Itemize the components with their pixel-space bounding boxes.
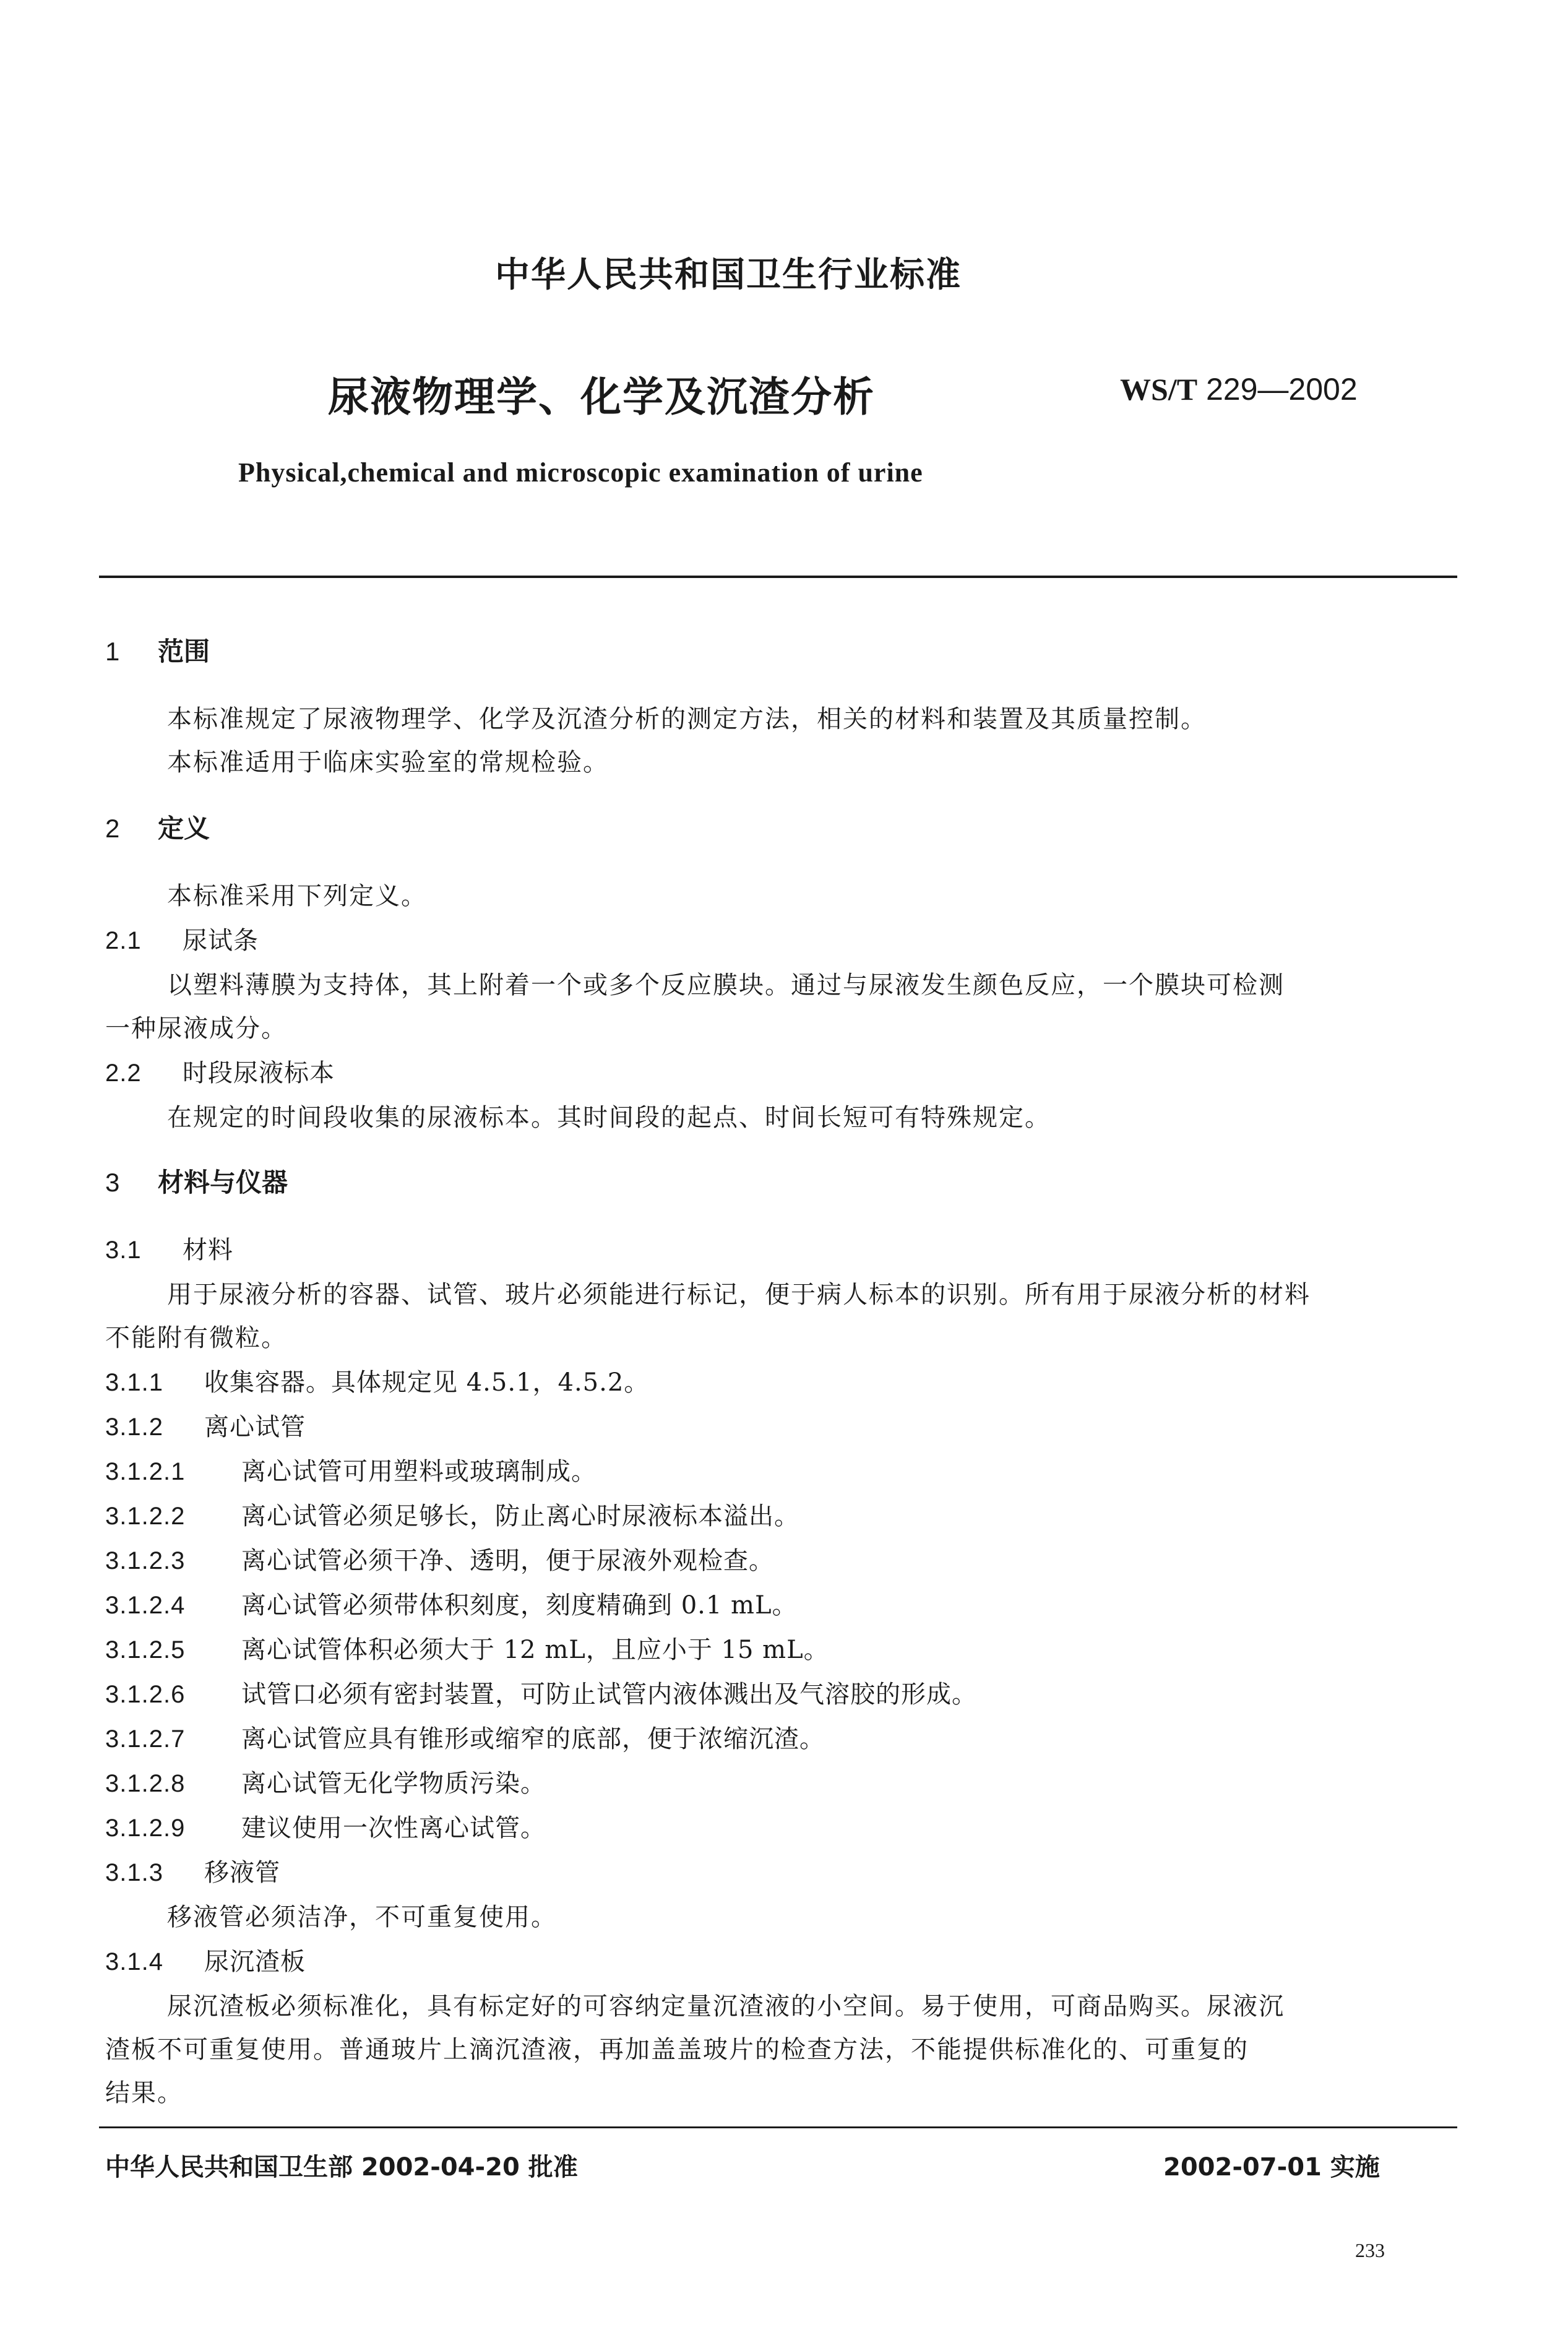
standard-code bbox=[1120, 371, 1358, 407]
clause-text: 离心试管可用塑料或玻璃制成。 bbox=[241, 1457, 597, 1486]
clause-number: 3.1.2.9 bbox=[105, 1815, 186, 1842]
clause-number: 2.1 bbox=[105, 927, 142, 954]
clause-title: 时段尿液标本 bbox=[183, 1059, 335, 1087]
clause-text: 离心试管必须带体积刻度，刻度精确到 0.1 mL。 bbox=[241, 1591, 798, 1620]
clause-number: 3.1.2.3 bbox=[105, 1547, 186, 1574]
section-number: 1 bbox=[105, 637, 120, 666]
paragraph: 本标准采用下列定义。 bbox=[167, 882, 427, 910]
clause-3-1-3 bbox=[105, 1853, 280, 1888]
clause-number: 3.1.4 bbox=[105, 1948, 163, 1975]
standard-type-heading: 中华人民共和国卫生行业标准 bbox=[495, 255, 962, 295]
clause-number: 3.1.2.2 bbox=[105, 1503, 186, 1530]
clause-text: 离心试管无化学物质污染。 bbox=[241, 1769, 546, 1798]
clause-title: 离心试管 bbox=[204, 1413, 306, 1441]
clause-title: 材料 bbox=[183, 1236, 233, 1264]
clause-title: 移液管 bbox=[204, 1858, 280, 1887]
clause-text: 离心试管应具有锥形或缩窄的底部，便于浓缩沉渣。 bbox=[241, 1725, 825, 1753]
list-item bbox=[105, 1541, 774, 1576]
standard-code-number: 229—2002 bbox=[1205, 372, 1358, 407]
list-item bbox=[105, 1630, 829, 1665]
clause-text: 离心试管必须干净、透明，便于尿液外观检查。 bbox=[241, 1547, 774, 1575]
clause-number: 3.1.2.7 bbox=[105, 1725, 186, 1753]
paragraph: 本标准规定了尿液物理学、化学及沉渣分析的测定方法，相关的材料和装置及其质量控制。 bbox=[167, 705, 1207, 733]
paragraph: 本标准适用于临床实验室的常规检验。 bbox=[167, 748, 609, 777]
clause-number: 3.1.2.8 bbox=[105, 1770, 186, 1797]
clause-text: 离心试管体积必须大于 12 mL，且应小于 15 mL。 bbox=[241, 1636, 829, 1664]
clause-number: 3.1.2.4 bbox=[105, 1592, 186, 1619]
clause-number: 3.1.3 bbox=[105, 1859, 163, 1886]
clause-text: 建议使用一次性离心试管。 bbox=[241, 1814, 546, 1842]
section-title: 定义 bbox=[158, 813, 210, 844]
section-1-heading bbox=[105, 631, 210, 668]
paragraph-continuation: 结果。 bbox=[105, 2079, 183, 2107]
header-divider bbox=[99, 576, 1457, 578]
clause-number: 3.1.2.5 bbox=[105, 1636, 186, 1664]
section-title: 材料与仪器 bbox=[158, 1167, 288, 1198]
clause-number: 3.1.2.1 bbox=[105, 1458, 186, 1485]
list-item bbox=[105, 1496, 799, 1532]
list-item bbox=[105, 1675, 977, 1710]
clause-number: 3.1.2.6 bbox=[105, 1681, 186, 1708]
paragraph: 尿沉渣板必须标准化，具有标定好的可容纳定量沉渣液的小空间。易于使用，可商品购买。尿液沉 bbox=[167, 1992, 1285, 2021]
clause-title: 尿试条 bbox=[183, 926, 259, 955]
list-item bbox=[105, 1764, 546, 1799]
clause-number: 3.1.1 bbox=[105, 1369, 163, 1396]
paragraph: 移液管必须洁净，不可重复使用。 bbox=[167, 1903, 557, 1931]
document-title-cn: 尿液物理学、化学及沉渣分析 bbox=[328, 373, 875, 421]
section-2-heading bbox=[105, 808, 210, 845]
paragraph: 在规定的时间段收集的尿液标本。其时间段的起点、时间长短可有特殊规定。 bbox=[167, 1103, 1051, 1132]
page-number: 233 bbox=[1355, 2239, 1385, 2261]
clause-number: 3.1 bbox=[105, 1237, 142, 1264]
clause-3-1-heading bbox=[105, 1230, 233, 1266]
section-number: 2 bbox=[105, 814, 120, 843]
list-item bbox=[105, 1808, 546, 1844]
clause-text: 离心试管必须足够长，防止离心时尿液标本溢出。 bbox=[241, 1502, 799, 1530]
list-item bbox=[105, 1719, 825, 1755]
paragraph: 以塑料薄膜为支持体，其上附着一个或多个反应膜块。通过与尿液发生颜色反应，一个膜块可检测 bbox=[167, 971, 1285, 999]
document-title-en: Physical,chemical and microscopic examination of urine bbox=[238, 457, 923, 488]
clause-3-1-1 bbox=[105, 1363, 649, 1398]
footer-divider bbox=[99, 2126, 1457, 2128]
definition-2-2-heading bbox=[105, 1053, 335, 1089]
clause-text: 收集容器。具体规定见 4.5.1，4.5.2。 bbox=[204, 1368, 650, 1397]
clause-3-1-2 bbox=[105, 1407, 306, 1443]
section-3-heading bbox=[105, 1162, 288, 1199]
list-item bbox=[105, 1586, 798, 1621]
standard-code-prefix: WS/T bbox=[1120, 372, 1198, 407]
paragraph: 用于尿液分析的容器、试管、玻片必须能进行标记，便于病人标本的识别。所有用于尿液分析的材料 bbox=[167, 1280, 1311, 1309]
section-number: 3 bbox=[105, 1168, 120, 1197]
clause-text: 试管口必须有密封装置，可防止试管内液体溅出及气溶胶的形成。 bbox=[241, 1680, 977, 1709]
clause-number: 3.1.2 bbox=[105, 1414, 163, 1441]
clause-number: 2.2 bbox=[105, 1060, 142, 1087]
paragraph-continuation: 一种尿液成分。 bbox=[105, 1014, 287, 1043]
paragraph-continuation: 渣板不可重复使用。普通玻片上滴沉渣液，再加盖盖玻片的检查方法，不能提供标准化的、可重复的 bbox=[105, 2035, 1249, 2064]
list-item bbox=[105, 1452, 597, 1487]
implementation-date: 2002-07-01 实施 bbox=[1163, 2153, 1380, 2182]
approval-date: 中华人民共和国卫生部 2002-04-20 批准 bbox=[105, 2153, 578, 2182]
section-title: 范围 bbox=[158, 636, 210, 667]
paragraph-continuation: 不能附有微粒。 bbox=[105, 1324, 287, 1352]
clause-title: 尿沉渣板 bbox=[204, 1948, 306, 1976]
clause-3-1-4 bbox=[105, 1942, 306, 1977]
definition-2-1-heading bbox=[105, 921, 259, 956]
